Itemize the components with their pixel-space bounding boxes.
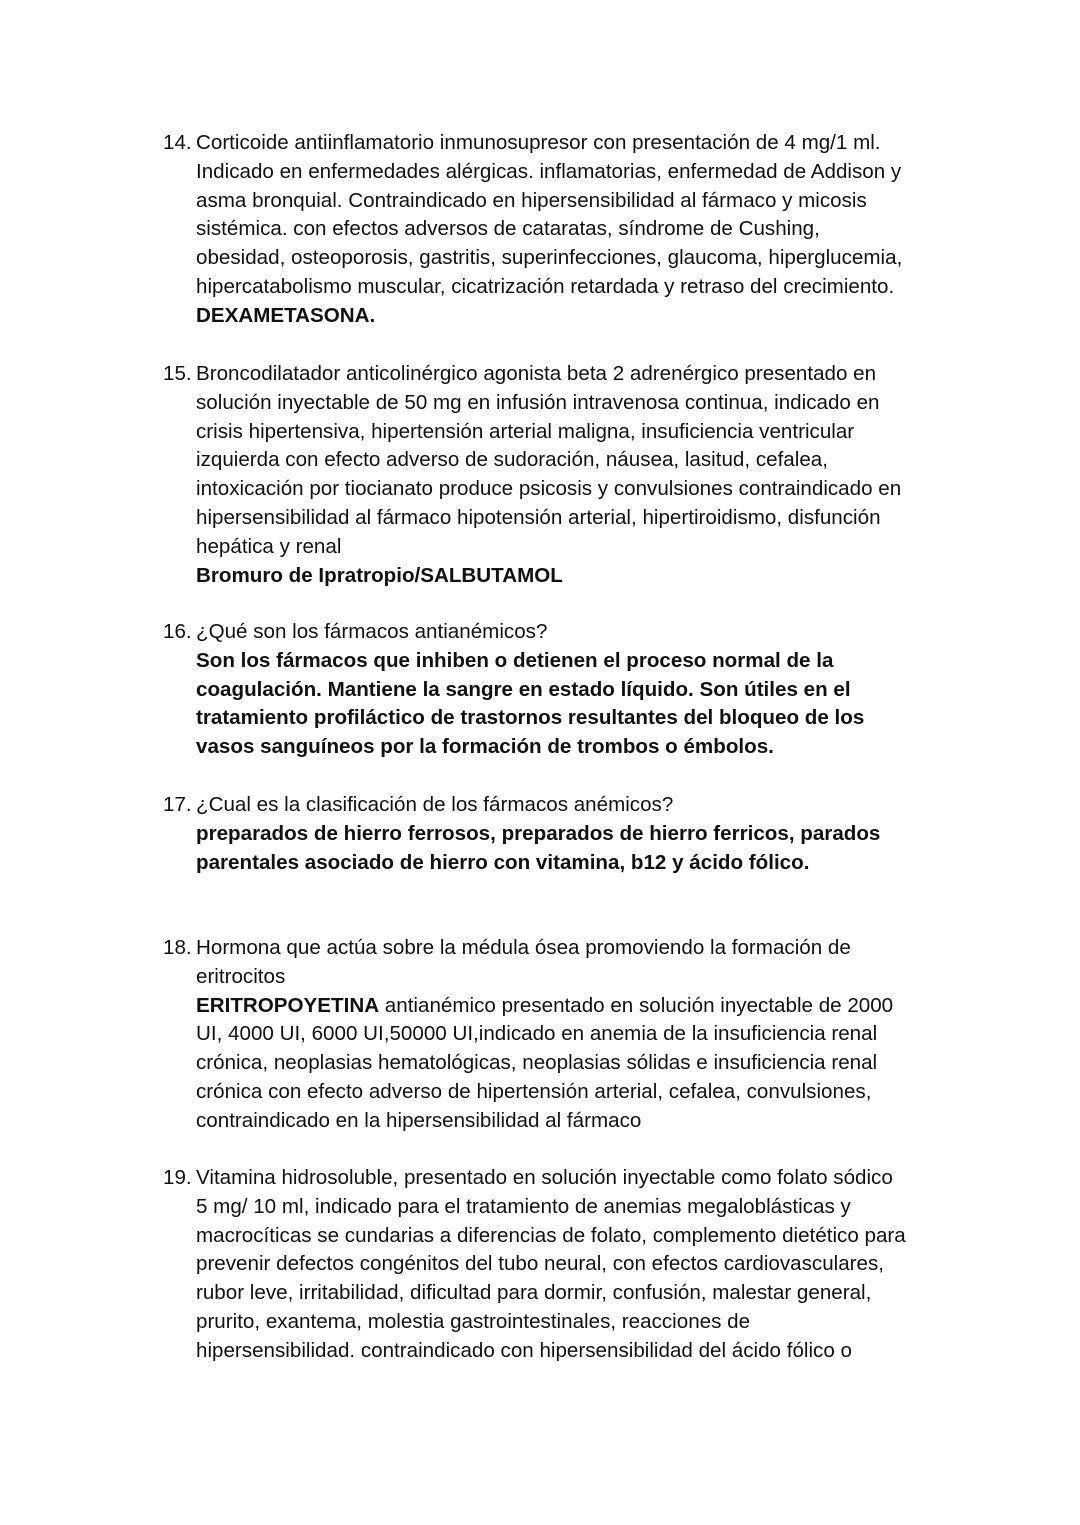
text-line: hipersensibilidad al fármaco hipotensión arterial, hipertiroidismo, disfunción	[196, 505, 881, 529]
text-line: eritrocitos	[196, 964, 286, 988]
text-line: contraindicado en la hipersensibilidad al fármaco	[196, 1108, 642, 1132]
answer-line: Son los fármacos que inhiben o detienen el proceso normal de la	[196, 648, 834, 672]
text-line: rubor leve, irritabilidad, dificultad para dormir, confusión, malestar general,	[196, 1281, 872, 1305]
text-line: Corticoide antiinflamatorio inmunosupresor con presentación de 4 mg/1 ml.	[196, 131, 881, 154]
text-line: Broncodilatador anticolinérgico agonista beta 2 adrenérgico presentado en	[196, 362, 877, 385]
text-line: crónica con efecto adverso de hipertensión arterial, cefalea, convulsiones,	[196, 1079, 872, 1103]
text-line: UI, 4000 UI, 6000 UI,50000 UI,indicado en anemia de la insuficiencia renal	[196, 1022, 878, 1046]
text-line: hipersensibilidad. contraindicado con hipersensibilidad del ácido fólico o	[196, 1338, 852, 1362]
text-line: hepática y renal	[196, 534, 342, 558]
text-line: crisis hipertensiva, hipertensión arterial maligna, insuficiencia ventricular	[196, 419, 855, 443]
answer-line: preparados de hierro ferrosos, preparados de hierro ferricos, parados	[196, 821, 881, 845]
text-line: prurito, exantema, molestia gastrointestinales, reacciones de	[196, 1309, 751, 1333]
answer-line: parentales asociado de hierro con vitamina, b12 y ácido fólico.	[196, 850, 810, 874]
text-line: macrocíticas se cundarias a diferencias de folato, complemento dietético para	[196, 1223, 906, 1247]
answer-line: tratamiento profiláctico de trastornos resultantes del bloqueo de los	[196, 706, 865, 730]
answer-rest: antianémico presentado en solución inyectable de 2000	[379, 993, 894, 1017]
text-line: obesidad, osteoporosis, gastritis, superinfecciones, glaucoma, hiperglucemia,	[196, 246, 903, 270]
answer-line: Bromuro de Ipratropio/SALBUTAMOL	[196, 563, 563, 587]
text-line: ¿Cual es la clasificación de los fármacos anémicos?	[196, 793, 674, 816]
text-line: 5 mg/ 10 ml, indicado para el tratamiento de anemias megaloblásticas y	[196, 1194, 851, 1218]
answer-line	[196, 992, 893, 1021]
text-line: sistémica. con efectos adversos de cataratas, síndrome de Cushing,	[196, 217, 820, 241]
text-line: Indicado en enfermedades alérgicas. inflamatorias, enfermedad de Addison y	[196, 159, 902, 183]
item-number: 17.	[163, 793, 192, 816]
text-line: asma bronquial. Contraindicado en hipersensibilidad al fármaco y micosis	[196, 188, 867, 212]
text-line: solución inyectable de 50 mg en infusión intravenosa continua, indicado en	[196, 390, 880, 414]
text-line: Vitamina hidrosoluble, presentado en solución inyectable como folato sódico	[196, 1166, 893, 1189]
item-number: 18.	[163, 936, 192, 959]
text-line: izquierda con efecto adverso de sudoración, náusea, lasitud, cefalea,	[196, 448, 828, 472]
text-line: prevenir defectos congénitos del tubo neural, con efectos cardiovasculares,	[196, 1252, 885, 1276]
text-line: ¿Qué son los fármacos antianémicos?	[196, 620, 548, 643]
answer-line: coagulación. Mantiene la sangre en estado líquido. Son útiles en el	[196, 677, 851, 701]
text-line: Hormona que actúa sobre la médula ósea promoviendo la formación de	[196, 936, 851, 959]
answer-line: vasos sanguíneos por la formación de trombos o émbolos.	[196, 735, 774, 759]
answer-line: DEXAMETASONA.	[196, 303, 376, 327]
answer-bold: ERITROPOYETINA	[196, 993, 380, 1017]
item-number: 19.	[163, 1166, 192, 1189]
text-line: crónica, neoplasias hematológicas, neoplasias sólidas e insuficiencia renal	[196, 1051, 878, 1075]
text-line: intoxicación por tiocianato produce psicosis y convulsiones contraindicado en	[196, 477, 902, 501]
item-number: 15.	[163, 362, 192, 385]
item-number: 14.	[163, 131, 192, 154]
text-line: hipercatabolismo muscular, cicatrización retardada y retraso del crecimiento.	[196, 274, 895, 298]
item-number: 16.	[163, 620, 192, 643]
